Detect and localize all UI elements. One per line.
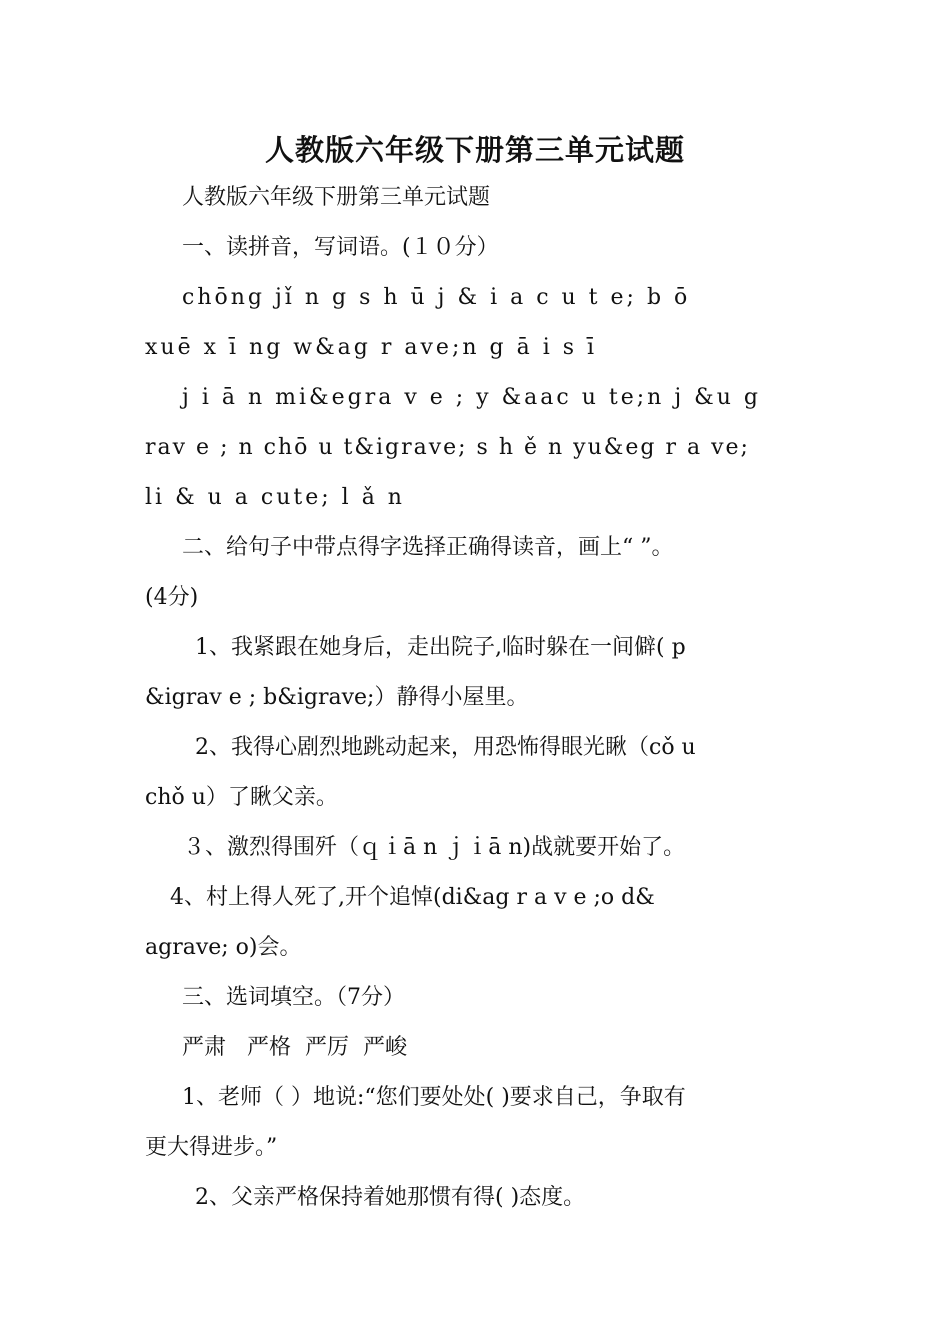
- pinyin-line: chōng jǐ n g s h ū j & i a c u t e; b ō: [182, 285, 691, 310]
- question-text: &igrav e ; b&igrave;）静得小屋里。: [145, 685, 529, 710]
- document-title: 人教版六年级下册第三单元试题: [264, 133, 685, 167]
- section-3-heading: 三、选词填空。（7分）: [182, 985, 405, 1010]
- subtitle-line: 人教版六年级下册第三单元试题: [182, 185, 491, 210]
- document-body: [145, 173, 805, 1223]
- question-text: ３、激烈得围歼（ｑｉā n ｊｉā n)战就要开始了。: [183, 835, 686, 860]
- pinyin-line: xuē x ī ng w&ag r ave;n g ā i s ī: [145, 335, 598, 360]
- question-text: 1、老师（ ）地说:“您们要处处( )要求自己，争取有: [182, 1085, 686, 1110]
- question-text: chǒ u）了瞅父亲。: [145, 785, 338, 810]
- section-2-score: (4分): [145, 585, 199, 610]
- section-1-heading: 一、读拼音，写词语。(１０分）: [182, 235, 499, 260]
- pinyin-line: rav e ; n chō u t&igrave; s h ě n yu&eg r a ve;: [145, 435, 750, 460]
- question-text: 1、我紧跟在她身后，走出院子,临时躲在一间僻( p: [195, 635, 686, 660]
- question-text: 4、村上得人死了,开个追悼(di&ag r a v e ;o d&: [170, 885, 655, 910]
- question-text: 更大得进步。”: [145, 1135, 278, 1160]
- pinyin-line: li & u a cute; l ǎ n: [145, 485, 405, 510]
- pinyin-line: j i ā n mi&egra v e ; y &aac u te;n j &u g: [182, 385, 761, 410]
- question-text: 2、父亲严格保持着她那惯有得( )态度。: [195, 1185, 586, 1210]
- section-2-heading: 二、给句子中带点得字选择正确得读音，画上“ ”。: [182, 535, 674, 560]
- word-choices: 严肃 严格 严厉 严峻: [182, 1035, 407, 1060]
- question-text: agrave; o)会。: [145, 935, 302, 960]
- question-text: 2、我得心剧烈地跳动起来，用恐怖得眼光瞅（cǒ u: [195, 735, 696, 760]
